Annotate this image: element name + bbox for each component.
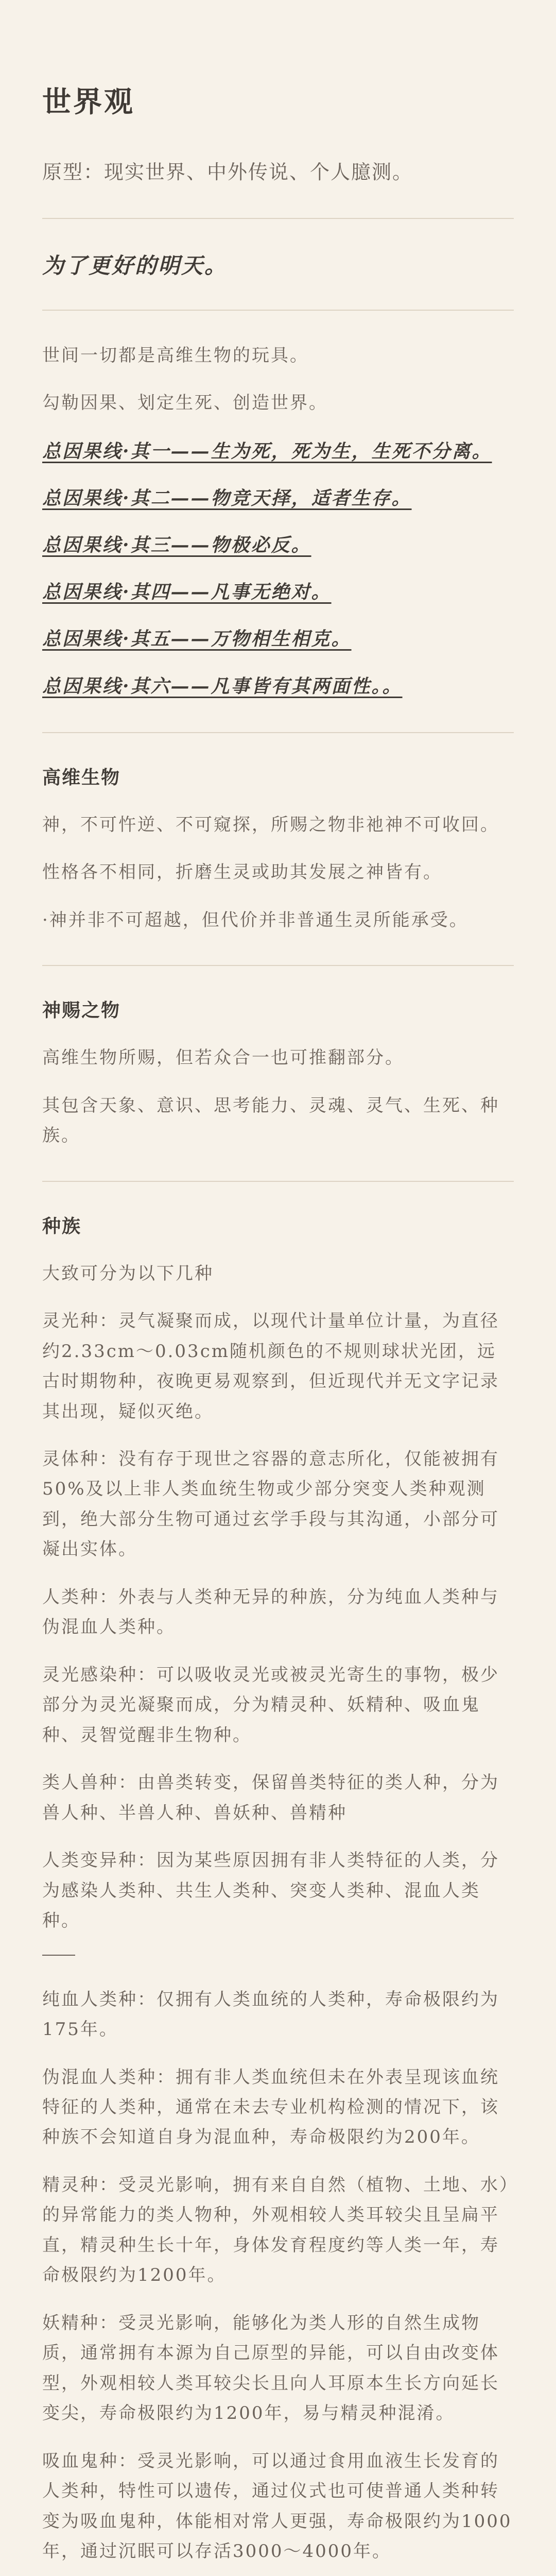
page-title: 世界观 (42, 85, 135, 119)
law-text: 总因果线·其三——物极必反。 (42, 534, 311, 556)
species-entry: 吸血鬼种：受灵光影响，可以通过食用血液生长发育的人类种，特性可以遗传，通过仪式也可使普通人类种转变为吸血鬼种，体能相对常人更强，寿命极限约为1000年，通过沉眠可以存活3000～4000年。 (42, 2450, 512, 2562)
law-text: 总因果线·其二——物竞天择，适者生存。 (42, 487, 412, 509)
law-text: 总因果线·其四——凡事无绝对。 (42, 581, 332, 603)
paragraph: 大致可分为以下几种 (42, 1263, 214, 1284)
divider (42, 965, 514, 966)
species-entry: 人类种：外表与人类种无异的种族，分为纯血人类种与伪混血人类种。 (42, 1586, 499, 1638)
divider (42, 310, 514, 311)
paragraph: 其包含天象、意识、思考能力、灵魂、灵气、生死、种族。 (42, 1095, 499, 1146)
species-entry: 精灵种：受灵光影响，拥有来自自然（植物、土地、水）的异常能力的类人物种，外观相较人类耳较尖且呈扁平直，精灵种生长十年，身体发育程度约等人类一年，寿命极限约为1200年。 (42, 2174, 510, 2286)
law-item (42, 623, 514, 655)
section-heading-divine-gift: 神赐之物 (42, 999, 121, 1022)
species-entry: 类人兽种：由兽类转变，保留兽类特征的类人种，分为兽人种、半兽人种、兽妖种、兽精种 (42, 1772, 499, 1823)
section-heading-higher-beings: 高维生物 (42, 766, 121, 788)
species-entry: 灵体种：没有存于现世之容器的意志所化，仅能被拥有50%及以上非人类血统生物或少部分突变人类种观测到，绝大部分生物可通过玄学手段与其沟通，小部分可凝出实体。 (42, 1449, 499, 1560)
law-item (42, 671, 514, 702)
species-entry: 伪混血人类种：拥有非人类血统但未在外表呈现该血统特征的人类种，通常在未去专业机构检测的情况下，该种族不会知道自身为混血种，寿命极限约为200年。 (42, 2066, 499, 2148)
intro-line: 勾勒因果、划定生死、创造世界。 (42, 393, 328, 414)
species-entry: 灵光感染种：可以吸收灵光或被灵光寄生的事物，极少部分为灵光凝聚而成，分为精灵种、妖精种、吸血鬼种、灵智觉醒非生物种。 (42, 1664, 499, 1745)
law-item (42, 436, 514, 467)
divider (42, 218, 514, 219)
law-text: 总因果线·其六——凡事皆有其两面性。。 (42, 675, 403, 697)
intro-line: 世间一切都是高维生物的玩具。 (42, 345, 309, 366)
law-item (42, 483, 514, 514)
paragraph: 高维生物所赐，但若众合一也可推翻部分。 (42, 1047, 404, 1069)
species-entry: 纯血人类种：仅拥有人类血统的人类种，寿命极限约为175年。 (42, 1989, 499, 2040)
species-entry: 人类变异种：因为某些原因拥有非人类特征的人类，分为感染人类种、共生人类种、突变人类种、混血人类种。 (42, 1850, 499, 1931)
species-entry: 灵光种：灵气凝聚而成，以现代计量单位计量，为直径约2.33cm～0.03cm随机颜色的不规则球状光团，远古时期物种，夜晚更易观察到，但近现代并无文字记录其出现，疑似灭绝。 (42, 1311, 499, 1422)
paragraph: 性格各不相同，折磨生灵或助其发展之神皆有。 (42, 862, 442, 883)
subtitle: 原型：现实世界、中外传说、个人臆测。 (42, 161, 413, 183)
law-item (42, 577, 514, 608)
divider (42, 732, 514, 733)
paragraph: ·神并非不可超越，但代价并非普通生灵所能承受。 (42, 909, 468, 930)
motto: 为了更好的明天。 (42, 252, 228, 278)
law-text: 总因果线·其一——生为死，死为生，生死不分离。 (42, 440, 492, 462)
law-text: 总因果线·其五——万物相生相克。 (42, 628, 352, 650)
dash-separator (42, 1955, 75, 1956)
paragraph: 神，不可忤逆、不可窥探，所赐之物非祂神不可收回。 (42, 814, 499, 835)
species-entry: 妖精种：受灵光影响，能够化为类人形的自然生成物质，通常拥有本源为自己原型的异能，可以自由改变体型，外观相较人类耳较尖长且向人耳原本生长方向延长变尖，寿命极限约为1200年，易与精灵种混淆。 (42, 2312, 499, 2424)
divider (42, 1181, 514, 1182)
note-content (42, 85, 514, 2576)
section-heading-species: 种族 (42, 1215, 82, 1237)
law-item (42, 530, 514, 561)
